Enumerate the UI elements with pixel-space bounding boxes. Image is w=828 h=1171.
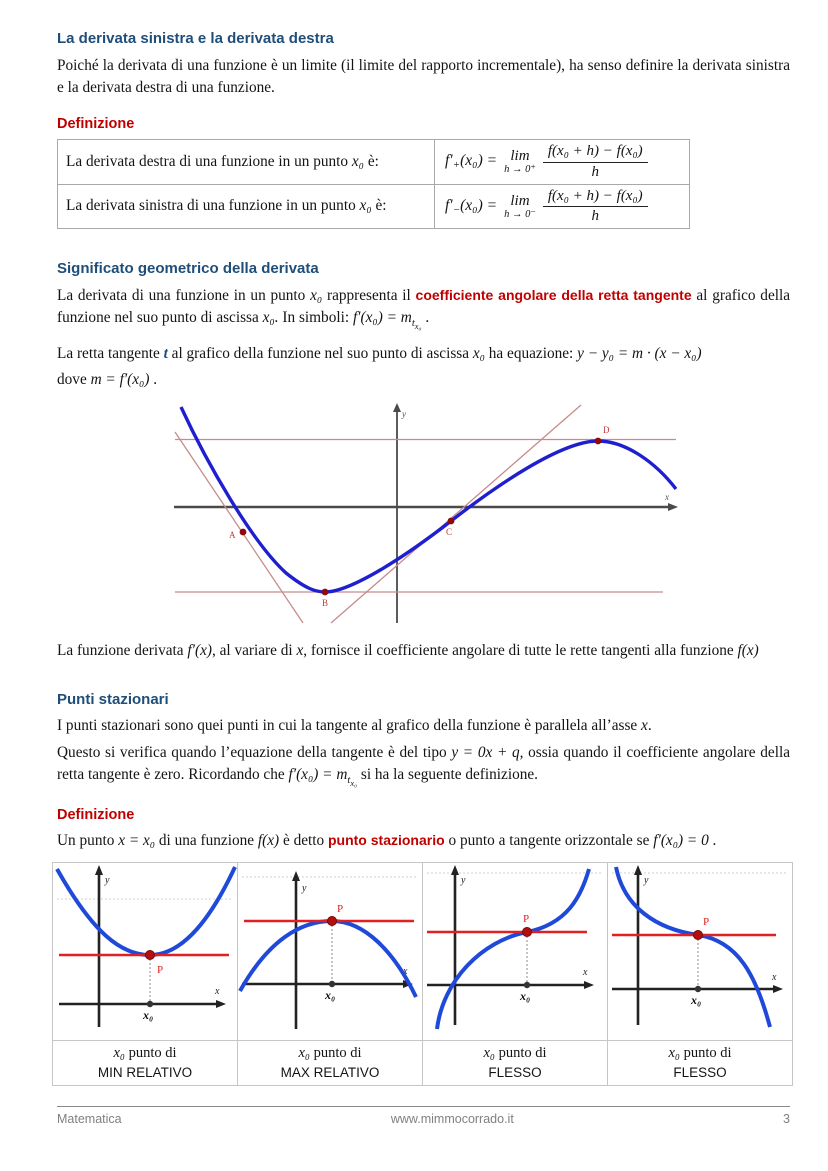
tangent-line-A — [175, 432, 303, 623]
point-B — [322, 589, 329, 596]
text-run: I punti stazionari sono quei punti in cui la tangente al grafico della funzione è parallela all’asse — [57, 717, 642, 734]
math-x-equals-x0: x = x₀ — [118, 832, 156, 849]
text-run: , fornisce il coefficiente angolare di tutte le rette tangenti alla funzione — [303, 642, 738, 659]
table-row — [58, 140, 690, 185]
text-run: di una funzione — [155, 832, 258, 849]
formula-cell-right — [435, 140, 690, 185]
x0-tick-dot — [147, 1001, 153, 1007]
x-axis-label: x — [665, 492, 669, 502]
text-run: ossia quando il coefficiente angolare della retta tangente è zero. Ricordando che — [57, 744, 790, 783]
math-lhs-rest: (x₀) = — [460, 152, 498, 170]
caption-type-label: FLESSO — [673, 1064, 727, 1080]
limit-block — [504, 193, 536, 221]
point-A — [240, 529, 247, 536]
text-run: punto di — [124, 1044, 177, 1061]
math-x: x — [296, 642, 304, 659]
fraction-numerator: f(x₀ + h) − f(x₀) — [543, 187, 648, 208]
math-x0: x₀ — [298, 1044, 310, 1061]
derivative-function-note — [57, 640, 790, 662]
footer-website: www.mimmocorrado.it — [390, 1112, 514, 1126]
function-curve — [181, 407, 676, 592]
x-axis-arrow — [668, 503, 678, 511]
x0-tick-dot — [329, 981, 335, 987]
point-P — [694, 931, 703, 940]
P-label: P — [703, 916, 710, 928]
x0-label: x₀ — [520, 989, 531, 1003]
derivative-definition-table — [57, 139, 690, 229]
math-f-prime: f′ — [445, 152, 453, 170]
caption-type-label: FLESSO — [488, 1064, 542, 1080]
formula-right-derivative — [445, 142, 685, 182]
panel-flesso-decrescente — [608, 863, 793, 1041]
text-run: . — [647, 717, 652, 734]
caption-flesso-2 — [608, 1041, 793, 1086]
point-C-label: C — [446, 527, 453, 537]
formula-lhs — [445, 197, 497, 216]
page-footer — [57, 1106, 790, 1126]
math-subsub-x0: x₀ — [414, 321, 422, 331]
text-run: è detto — [279, 832, 328, 849]
red-highlight-coefficiente: coefficiente angolare della retta tangente — [415, 287, 692, 303]
x0-label: x₀ — [143, 1008, 154, 1022]
math-x0: x₀ — [472, 345, 485, 362]
text-run: punto di — [309, 1044, 362, 1061]
text-run: La retta tangente — [57, 345, 164, 362]
section3-heading: Punti stazionari — [57, 691, 169, 708]
min-relativo-graph — [53, 863, 237, 1035]
math-x: x — [641, 717, 648, 734]
stationary-points-table — [52, 862, 793, 1086]
section2-paragraph1 — [57, 284, 790, 337]
y-axis-arrow — [393, 403, 401, 412]
P-label: P — [337, 903, 344, 915]
point-P — [523, 928, 532, 937]
section2-heading: Significato geometrico della derivata — [57, 260, 319, 277]
text-run: è: — [371, 197, 387, 215]
text-run: o punto a tangente orizzontale se — [444, 832, 654, 849]
lim-word: lim — [510, 192, 530, 209]
P-label: P — [523, 913, 530, 925]
x-axis-label: x — [583, 967, 588, 978]
text-run: La derivata sinistra di una funzione in un punto — [66, 197, 360, 215]
point-P — [146, 951, 155, 960]
tangent-graph-svg — [171, 401, 681, 627]
math-x0: x₀ — [310, 287, 323, 304]
x0-label: x₀ — [691, 993, 702, 1007]
y-axis-arrow — [634, 865, 642, 875]
table-row — [58, 184, 690, 229]
panel-flesso-crescente — [423, 863, 608, 1041]
formula-lhs — [445, 152, 497, 171]
definition-cell-right — [58, 140, 435, 185]
text-run: dove — [57, 371, 91, 388]
caption-type-label: MAX RELATIVO — [280, 1064, 380, 1080]
text-run: Questo si verifica quando l’equazione della tangente è del tipo — [57, 744, 452, 761]
text-run: Un punto — [57, 832, 119, 849]
x0-label: x₀ — [325, 988, 336, 1002]
text-run: punto di — [494, 1044, 547, 1061]
footer-subject: Matematica — [57, 1112, 122, 1126]
y-axis-label: y — [302, 883, 307, 894]
text-run: La funzione derivata — [57, 642, 188, 659]
fraction-block — [543, 187, 648, 227]
red-highlight-punto-stazionario: punto stazionario — [327, 832, 445, 848]
section2-paragraph2 — [57, 343, 790, 365]
text-run: , al variare di — [211, 642, 297, 659]
math-sub-t: t — [411, 318, 415, 329]
math-subsub-x0: x₀ — [350, 778, 358, 788]
panel-max-relativo — [238, 863, 423, 1041]
math-y-equation: y = 0x + q, — [451, 744, 524, 761]
section3-paragraph2 — [57, 742, 790, 794]
caption-type-label: MIN RELATIVO — [97, 1064, 193, 1080]
y-axis-label: y — [461, 875, 466, 886]
parabola-up-curve — [57, 867, 235, 955]
caption-flesso-1 — [423, 1041, 608, 1086]
x0-tick-dot — [524, 982, 530, 988]
math-slope-formula: f′(x₀) = m — [352, 309, 412, 326]
fraction-denominator: h — [591, 163, 600, 180]
section1-paragraph — [57, 55, 790, 99]
math-x0: x₀ — [113, 1044, 125, 1061]
definition-label-1: Definizione — [57, 116, 135, 132]
section3-paragraph1 — [57, 715, 790, 737]
math-x0: x₀ — [668, 1044, 680, 1061]
math-sub-t: t — [347, 775, 351, 786]
y-axis-label: y — [105, 875, 110, 886]
max-relativo-graph — [238, 863, 422, 1035]
x-axis-label: x — [215, 986, 220, 997]
y-axis-label: y — [644, 875, 649, 886]
point-D-label: D — [603, 425, 610, 435]
section1-heading: La derivata sinistra e la derivata destra — [57, 30, 334, 47]
text-run: rappresenta il — [322, 287, 416, 304]
point-A-label: A — [229, 530, 236, 540]
fraction-numerator: f(x₀ + h) − f(x₀) — [543, 142, 648, 163]
P-label: P — [157, 964, 164, 976]
x-axis-label: x — [403, 966, 408, 977]
y-axis-label: y — [402, 409, 406, 419]
math-sub-minus: − — [452, 203, 461, 216]
text-run: La derivata di una funzione in un punto — [57, 287, 311, 304]
tangent-lines-figure — [171, 401, 790, 632]
inflection-up-curve — [437, 869, 589, 1029]
fraction-block — [543, 142, 648, 182]
text-run: . — [149, 371, 158, 388]
math-x0: x₀ — [483, 1044, 495, 1061]
panel-graph-row — [53, 863, 793, 1041]
math-tangent-equation: y − y₀ = m · (x − x₀) — [577, 345, 702, 362]
text-run: . — [421, 309, 430, 326]
tangent-line-C — [331, 405, 581, 623]
text-run: In simboli: — [278, 309, 353, 326]
math-f-prime: f′ — [445, 196, 453, 214]
x-axis-arrow — [216, 1000, 226, 1008]
text-run: ha equazione: — [484, 345, 578, 362]
y-axis-arrow — [95, 865, 103, 875]
x0-tick-dot — [695, 986, 701, 992]
flesso-up-graph — [423, 863, 607, 1035]
tangent-t-symbol: t — [163, 345, 168, 362]
math-m-equals: m = f′(x₀) — [90, 371, 150, 388]
limit-block — [504, 148, 536, 176]
panel-min-relativo — [53, 863, 238, 1041]
flesso-down-graph — [608, 863, 792, 1035]
math-x0: x₀ — [359, 197, 372, 215]
math-f-x: f(x) — [257, 832, 280, 849]
text-run: al grafico della funzione nel suo punto di ascissa — [167, 345, 473, 362]
text-run: al grafico della funzione nel suo punto di ascissa — [57, 287, 791, 326]
definition-cell-left — [58, 184, 435, 229]
lim-subscript: h → 0⁻ — [504, 208, 536, 220]
text-run: punto di — [679, 1044, 732, 1061]
text-run: Poiché la derivata di una funzione è un limite (il limite del rapporto incrementale), ha senso definire la derivata sinistra e la derivata destra di una funzione. — [57, 57, 790, 96]
point-B-label: B — [322, 598, 329, 608]
panel-caption-row — [53, 1041, 793, 1086]
math-f-prime-x: f′(x) — [187, 642, 212, 659]
point-D — [595, 438, 602, 445]
point-C — [448, 518, 455, 525]
formula-cell-left — [435, 184, 690, 229]
x-axis-arrow — [584, 981, 594, 989]
math-sub-plus: + — [452, 159, 461, 172]
math-f-prime-zero: f′(x₀) = 0 — [653, 832, 709, 849]
math-lhs-rest: (x₀) = — [460, 196, 498, 214]
y-axis-arrow — [292, 871, 300, 881]
text-run: La derivata destra di una funzione in un punto — [66, 152, 352, 170]
math-slope-formula: f′(x₀) = m — [288, 766, 348, 783]
formula-left-derivative — [445, 187, 685, 227]
footer-page-number: 3 — [783, 1112, 790, 1126]
section2-paragraph3 — [57, 369, 790, 391]
lim-subscript: h → 0⁺ — [504, 164, 536, 175]
caption-max-relativo — [238, 1041, 423, 1086]
fraction-denominator: h — [591, 208, 600, 225]
parabola-down-curve — [240, 921, 416, 997]
caption-min-relativo — [53, 1041, 238, 1086]
x-axis-label: x — [772, 972, 777, 983]
text-run: si ha la seguente definizione. — [357, 766, 538, 783]
math-x0: x₀. — [262, 309, 279, 326]
math-f-x: f(x) — [737, 642, 759, 659]
text-run: è: — [364, 152, 379, 170]
y-axis-arrow — [451, 865, 459, 875]
math-x0: x₀ — [351, 152, 364, 170]
definition-label-2: Definizione — [57, 807, 135, 823]
point-P — [328, 917, 337, 926]
x-axis-arrow — [773, 985, 783, 993]
lim-word: lim — [510, 148, 530, 164]
text-run: . — [708, 832, 717, 849]
stationary-point-definition — [57, 829, 790, 852]
